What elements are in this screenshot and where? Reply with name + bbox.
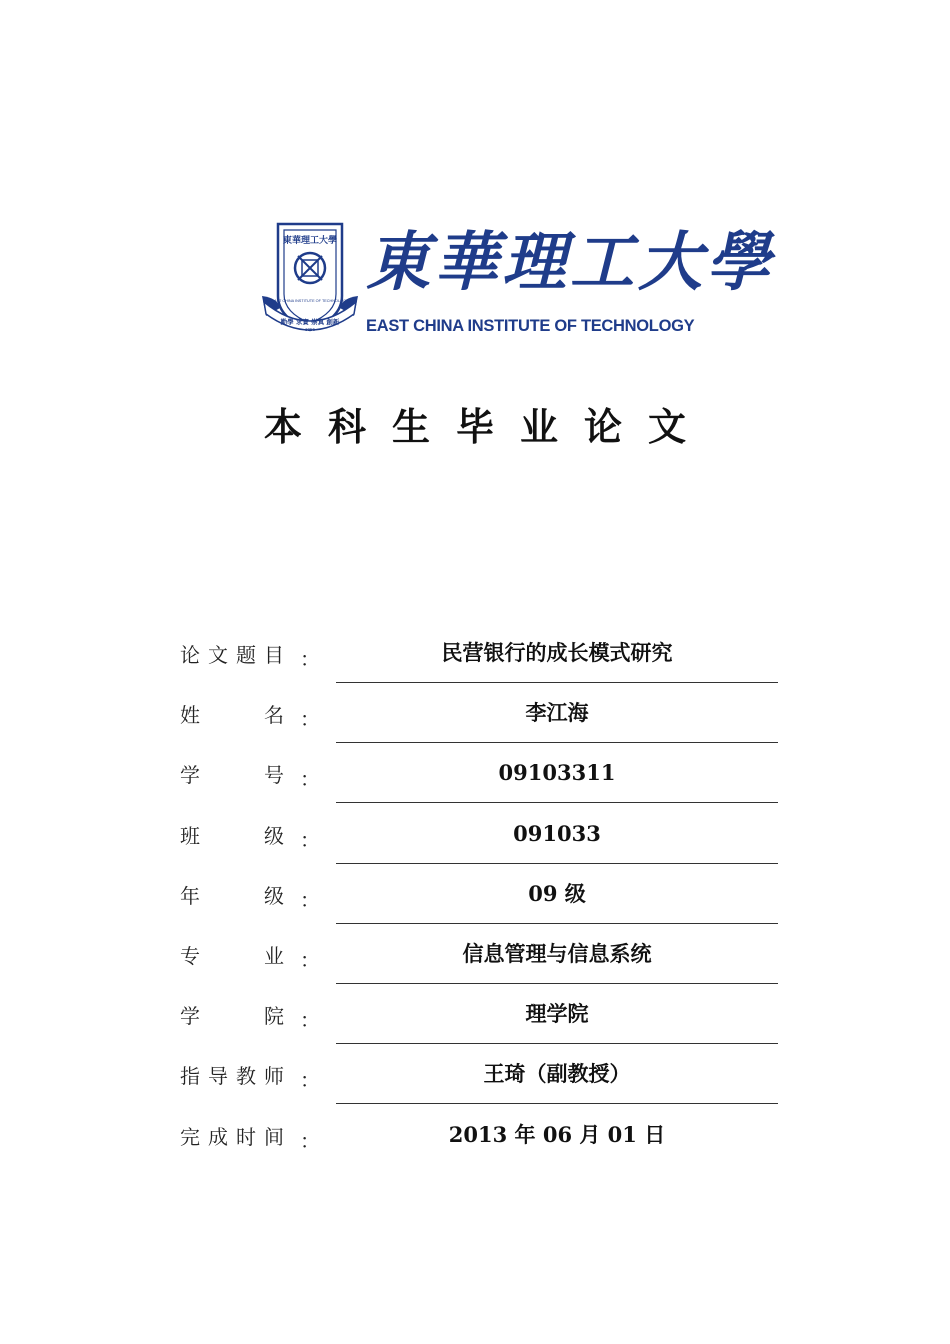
- info-row: [180, 1053, 778, 1105]
- info-row: [180, 873, 778, 925]
- info-label-char: 级: [264, 824, 284, 848]
- info-label-char: 班: [180, 824, 200, 848]
- info-label: [180, 1061, 284, 1091]
- seal-year-text: 1956: [304, 327, 316, 332]
- info-value: 信息管理与信息系统: [462, 941, 652, 966]
- info-colon: ：: [300, 1068, 320, 1092]
- info-label: [180, 700, 284, 730]
- info-colon: ：: [300, 767, 320, 791]
- seal-motto-text: 勤學 求實 崇真 創新: [280, 318, 340, 326]
- info-label-char: 完: [180, 1125, 200, 1149]
- info-label: [180, 941, 284, 971]
- info-label: [180, 760, 284, 790]
- info-colon: ：: [300, 1008, 320, 1032]
- info-row: [180, 752, 778, 804]
- info-label-char: 间: [264, 1125, 284, 1149]
- seal-top-text: 東華理工大學: [282, 236, 338, 246]
- info-value: 2013 年 06 月 01 日: [448, 1122, 666, 1147]
- info-underline: [336, 1043, 778, 1044]
- info-label-char: 号: [264, 763, 284, 787]
- info-label-char: 专: [180, 944, 200, 968]
- info-label-char: 年: [180, 884, 200, 908]
- info-label-char: 业: [264, 944, 284, 968]
- info-row: [180, 692, 778, 744]
- info-value: 民营银行的成长模式研究: [441, 640, 673, 665]
- info-label: [180, 821, 284, 851]
- info-value: 王琦（副教授）: [483, 1061, 631, 1086]
- info-label-char: 教: [236, 1064, 256, 1088]
- university-logo: [258, 218, 774, 340]
- info-label: [180, 1001, 284, 1031]
- document-title: 本科生毕业论文: [263, 404, 712, 449]
- info-row: [180, 1114, 778, 1166]
- info-colon: ：: [300, 948, 320, 972]
- info-underline: [336, 742, 778, 743]
- info-label-char: 指: [180, 1064, 200, 1088]
- info-label-char: 导: [208, 1064, 228, 1088]
- info-underline: [336, 923, 778, 924]
- info-label-char: 论: [180, 643, 200, 667]
- info-row: [180, 933, 778, 985]
- info-colon: ：: [300, 888, 320, 912]
- info-label-char: 文: [208, 643, 228, 667]
- info-row: [180, 993, 778, 1045]
- info-row: [180, 632, 778, 684]
- info-row: [180, 813, 778, 865]
- info-label: [180, 640, 284, 670]
- info-value: 091033: [513, 821, 601, 846]
- info-underline: [336, 802, 778, 803]
- info-label-char: 院: [264, 1004, 284, 1028]
- info-value: 李江海: [525, 700, 589, 725]
- info-colon: ：: [300, 647, 320, 671]
- info-label: [180, 881, 284, 911]
- seal-side-text: EAST CHINA INSTITUTE OF TECHNOLOGY: [271, 299, 349, 303]
- info-underline: [336, 1103, 778, 1104]
- info-label-char: 师: [264, 1064, 284, 1088]
- info-underline: [336, 682, 778, 683]
- info-value: 09103311: [498, 760, 616, 785]
- info-label-char: 名: [264, 703, 284, 727]
- info-value: 09 级: [528, 881, 586, 906]
- info-value: 理学院: [525, 1001, 589, 1026]
- info-colon: ：: [300, 707, 320, 731]
- info-underline: [336, 983, 778, 984]
- university-name-cn: 東華理工大學: [366, 225, 774, 300]
- info-label-char: 题: [236, 643, 256, 667]
- info-label-char: 目: [264, 643, 284, 667]
- university-name-en: EAST CHINA INSTITUTE OF TECHNOLOGY: [366, 317, 695, 335]
- info-colon: ：: [300, 1129, 320, 1153]
- info-label-char: 时: [236, 1125, 256, 1149]
- info-underline: [336, 863, 778, 864]
- info-label: [180, 1122, 284, 1152]
- info-label-char: 学: [180, 1004, 200, 1028]
- info-label-char: 姓: [180, 703, 200, 727]
- info-colon: ：: [300, 828, 320, 852]
- info-label-char: 成: [208, 1125, 228, 1149]
- info-label-char: 级: [264, 884, 284, 908]
- info-label-char: 学: [180, 763, 200, 787]
- university-seal-icon: [258, 218, 362, 336]
